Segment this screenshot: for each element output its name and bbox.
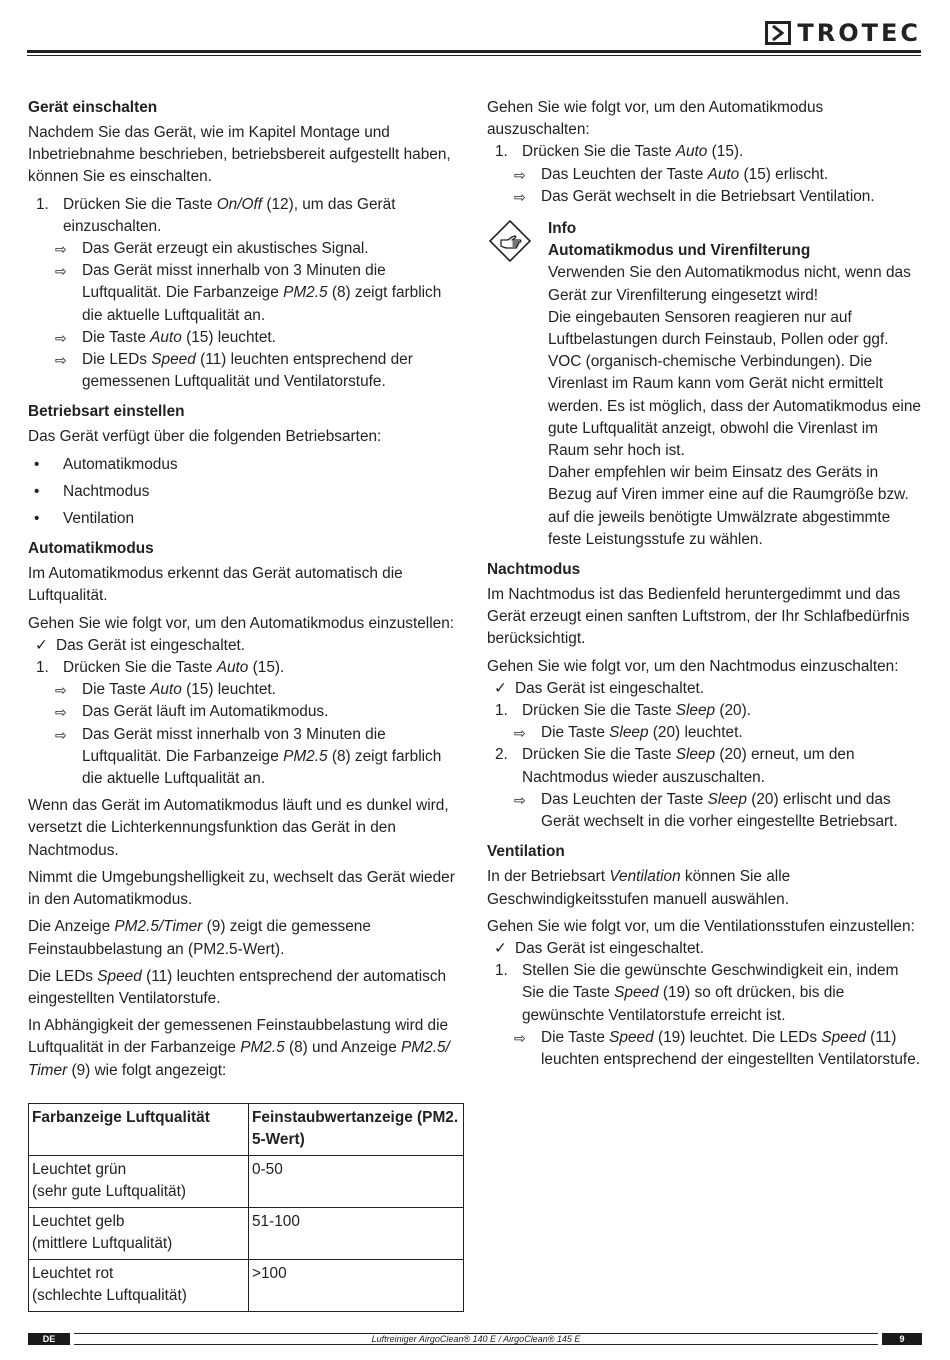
table-cell: >100: [249, 1259, 464, 1311]
paragraph: In der Betriebsart Ventilation können Sie alle Geschwindigkeitsstufen manuell auswählen.: [487, 868, 791, 908]
arrow-right-icon: ⇨: [55, 241, 67, 258]
checkmark-icon: ✓: [494, 679, 507, 697]
arrow-right-icon: ⇨: [55, 329, 67, 346]
precondition-item: ✓ Das Gerät ist eingeschaltet.: [494, 678, 923, 700]
precondition-item: ✓ Das Gerät ist eingeschaltet.: [494, 938, 923, 960]
paragraph: Die Anzeige PM2.5/Timer (9) zeigt die gemessene Feinstaubbelastung an (PM2.5-Wert).: [28, 918, 371, 958]
result-item: ⇨ Das Leuchten der Taste Auto (15) erlischt.: [514, 164, 923, 186]
pointing-hand-icon: [487, 218, 548, 551]
table-cell: 0-50: [249, 1155, 464, 1207]
section-title-auto-mode: Automatikmodus: [28, 540, 154, 558]
paragraph: Gehen Sie wie folgt vor, um die Ventilationsstufen einzustellen:: [487, 917, 915, 935]
header-rule-thin: [27, 55, 921, 56]
paragraph: In Abhängigkeit der gemessenen Feinstaubbelastung wird die Luftqualität in der Farbanzeige PM2.5 (8) und Anzeige PM2.5/ Timer (9) wie folgt angezeigt:: [28, 1017, 450, 1079]
list-item: • Nachtmodus: [34, 482, 150, 500]
arrow-right-icon: ⇨: [55, 682, 67, 699]
arrow-right-icon: ⇨: [514, 166, 526, 183]
result-item: ⇨ Das Gerät misst innerhalb von 3 Minuten die Luftqualität. Die Farbanzeige PM2.5 (8) zeigt farblich die aktuelle Luftqualität an.: [55, 260, 466, 327]
paragraph: Gehen Sie wie folgt vor, um den Automatikmodus einzustellen:: [28, 614, 455, 632]
table-row: [29, 1259, 464, 1311]
table-cell: Leuchtet rot (schlechte Luftqualität): [29, 1259, 249, 1311]
arrow-right-icon: ⇨: [514, 725, 526, 742]
chevron-right-icon: [765, 21, 791, 45]
info-title: Automatikmodus und Virenfilterung: [548, 242, 811, 260]
arrow-right-icon: ⇨: [514, 1029, 526, 1046]
section-title-operating-mode: Betriebsart einstellen: [28, 403, 185, 421]
section-title-switch-on: Gerät einschalten: [28, 99, 158, 116]
paragraph: Wenn das Gerät im Automatikmodus läuft und es dunkel wird, versetzt die Lichterkennungsfunktion das Gerät in den Nachtmodus.: [28, 797, 449, 859]
result-item: ⇨ Die Taste Sleep (20) leuchtet.: [514, 722, 923, 744]
step-item: 1. Drücken Sie die Taste On/Off (12), um das Gerät einzuschalten.: [36, 195, 396, 235]
page-number: 9: [882, 1333, 922, 1345]
step-item: 1. Drücken Sie die Taste Auto (15).: [495, 143, 744, 161]
table-cell: 51-100: [249, 1207, 464, 1259]
table-cell: Leuchtet gelb (mittlere Luftqualität): [29, 1207, 249, 1259]
arrow-right-icon: ⇨: [55, 704, 67, 721]
paragraph: Das Gerät verfügt über die folgenden Betriebsarten:: [28, 428, 382, 446]
paragraph: Im Nachtmodus ist das Bedienfeld heruntergedimmt und das Gerät erzeugt einen sanften Luftstrom, der Ihr Schlafbedürfnis berücksichtigt.: [487, 586, 910, 648]
paragraph: Im Automatikmodus erkennt das Gerät automatisch die Luftqualität.: [28, 565, 403, 605]
result-item: ⇨ Die Taste Speed (19) leuchtet. Die LEDs Speed (11) leuchten entsprechend der eingestellten Ventilatorstufe.: [514, 1027, 923, 1071]
table-header: Feinstaubwertanzeige (PM2. 5-Wert): [249, 1103, 464, 1155]
result-item: ⇨ Die LEDs Speed (11) leuchten entsprechend der gemessenen Luftqualität und Ventilatorstufe.: [55, 349, 466, 393]
step-item: 1. Drücken Sie die Taste Sleep (20).: [495, 702, 751, 720]
right-column: [487, 97, 923, 1071]
precondition-item: ✓ Das Gerät ist eingeschaltet.: [35, 635, 466, 657]
result-item: ⇨ Das Gerät erzeugt ein akustisches Signal.: [55, 238, 466, 260]
checkmark-icon: ✓: [494, 939, 507, 957]
paragraph: Die LEDs Speed (11) leuchten entsprechend der automatisch eingestellten Ventilatorstufe.: [28, 967, 447, 1007]
arrow-right-icon: ⇨: [514, 188, 526, 205]
footer-product: Luftreiniger AirgoClean® 140 E / AirgoClean® 145 E: [74, 1333, 878, 1345]
info-text: Verwenden Sie den Automatikmodus nicht, wenn das Gerät zur Virenfilterung eingesetzt wird!: [548, 264, 911, 304]
result-item: ⇨ Das Leuchten der Taste Sleep (20) erlischt und das Gerät wechselt in die vorher eingestellte Betriebsart.: [514, 789, 923, 833]
step-item: 2. Drücken Sie die Taste Sleep (20) erneut, um den Nachtmodus wieder auszuschalten.: [495, 746, 855, 786]
arrow-right-icon: ⇨: [55, 263, 67, 280]
info-text: Die eingebauten Sensoren reagieren nur auf Luftbelastungen durch Feinstaub, Pollen oder ggf. VOC (organisch-chemische Verbindungen). Die Virenlast im Raum kann vom Gerät nicht ermittelt werden. Es ist möglich, dass der Automatikmodus eine gute Luftqualität anzeigt, obwohl die Virenlast im Raum sehr hoch ist.: [548, 308, 921, 460]
header-rule: [27, 50, 921, 53]
page-footer: [28, 1333, 922, 1345]
section-title-night-mode: Nachtmodus: [487, 561, 581, 579]
left-column: [28, 97, 466, 1312]
air-quality-table: [28, 1103, 464, 1312]
arrow-right-icon: ⇨: [55, 352, 67, 369]
result-item: ⇨ Das Gerät läuft im Automatikmodus.: [55, 701, 466, 723]
paragraph: Gehen Sie wie folgt vor, um den Automatikmodus auszuschalten:: [487, 99, 824, 139]
info-label: Info: [548, 220, 577, 238]
footer-language: DE: [28, 1333, 70, 1345]
step-item: 1. Drücken Sie die Taste Auto (15).: [36, 659, 285, 677]
table-row: [29, 1207, 464, 1259]
result-item: ⇨ Die Taste Auto (15) leuchtet.: [55, 679, 466, 701]
section-title-ventilation: Ventilation: [487, 843, 565, 861]
list-item: • Ventilation: [34, 510, 135, 528]
table-row: [29, 1155, 464, 1207]
result-item: ⇨ Das Gerät wechselt in die Betriebsart Ventilation.: [514, 186, 923, 208]
arrow-right-icon: ⇨: [514, 791, 526, 808]
brand-logo: [765, 18, 921, 48]
checkmark-icon: ✓: [35, 636, 48, 654]
arrow-right-icon: ⇨: [55, 726, 67, 743]
paragraph: Gehen Sie wie folgt vor, um den Nachtmodus einzuschalten:: [487, 657, 899, 675]
result-item: ⇨ Das Gerät misst innerhalb von 3 Minuten die Luftqualität. Die Farbanzeige PM2.5 (8) zeigt farblich die aktuelle Luftqualität an.: [55, 724, 466, 791]
table-header-row: [29, 1103, 464, 1155]
table-header: Farbanzeige Luftqualität: [29, 1103, 249, 1155]
paragraph: Nachdem Sie das Gerät, wie im Kapitel Montage und Inbetriebnahme beschrieben, betriebsbereit aufgestellt haben, können Sie es einschalten.: [28, 124, 451, 186]
paragraph: Nimmt die Umgebungshelligkeit zu, wechselt das Gerät wieder in den Automatikmodus.: [28, 868, 455, 909]
info-box: [487, 218, 923, 551]
brand-name: TROTEC: [797, 19, 921, 47]
table-cell: Leuchtet grün (sehr gute Luftqualität): [29, 1155, 249, 1207]
info-text: Daher empfehlen wir beim Einsatz des Geräts in Bezug auf Viren immer eine auf die Raumgröße bzw. auf die jeweils benötigte Umwälzrate abgestimmte feste Leistungsstufe zu wählen.: [548, 464, 909, 548]
list-item: • Automatikmodus: [34, 455, 178, 473]
step-item: 1. Stellen Sie die gewünschte Geschwindigkeit ein, indem Sie die Taste Speed (19) so oft drücken, bis die gewünschte Ventilatorstufe erreicht ist.: [495, 962, 899, 1024]
result-item: ⇨ Die Taste Auto (15) leuchtet.: [55, 327, 466, 349]
